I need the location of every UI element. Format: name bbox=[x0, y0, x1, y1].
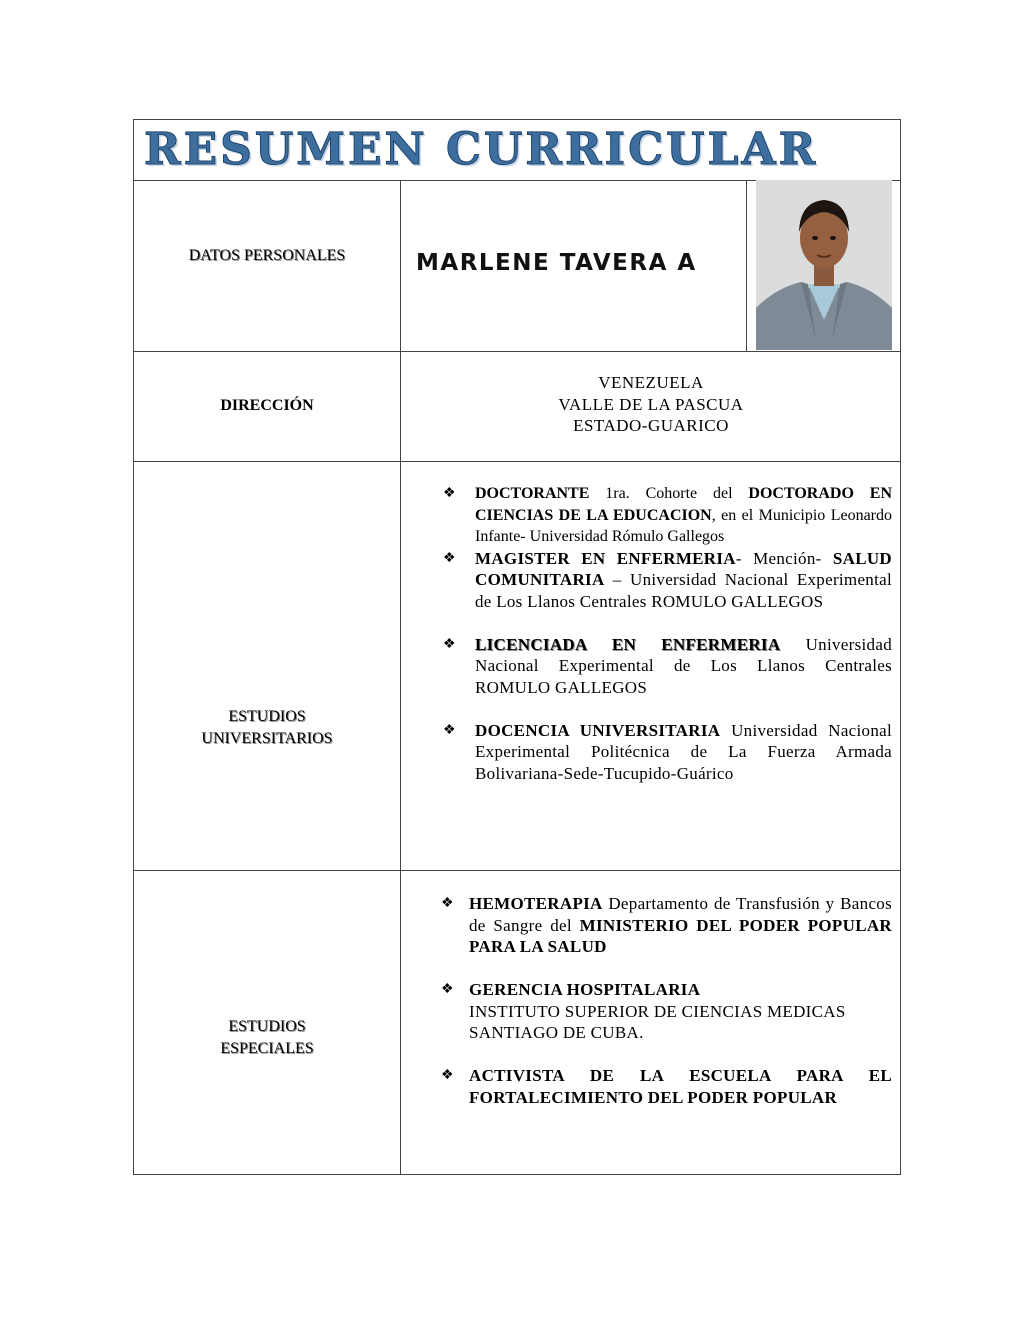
item-title: DOCTORADO EN CIENCIAS DE LA EDUCACION bbox=[475, 485, 892, 524]
list-item bbox=[441, 1065, 892, 1108]
diamond-bullet-icon: ❖ bbox=[443, 486, 456, 501]
direccion-label: DIRECCIÓN bbox=[220, 397, 314, 414]
photo-divider bbox=[746, 180, 747, 351]
person-name: MARLENE TAVERA A bbox=[416, 250, 697, 276]
item-title: HEMOTERAPIA bbox=[469, 894, 603, 913]
list-item bbox=[443, 634, 892, 699]
estudios-especiales-row bbox=[134, 870, 900, 1175]
diamond-bullet-icon: ❖ bbox=[441, 896, 454, 911]
estudios-universitarios-label bbox=[134, 706, 400, 750]
list-item bbox=[443, 548, 892, 613]
university-studies-list bbox=[443, 483, 893, 784]
address-city: VALLE DE LA PASCUA bbox=[558, 394, 744, 414]
profile-photo bbox=[756, 180, 892, 350]
label-line: UNIVERSITARIOS bbox=[201, 730, 333, 747]
datos-personales-row bbox=[134, 180, 900, 352]
item-title: SALUD COMUNITARIA bbox=[475, 548, 892, 589]
address-country: VENEZUELA bbox=[598, 373, 704, 392]
address-state: ESTADO-GUARICO bbox=[573, 416, 729, 435]
item-text: – Universidad Nacional Experimental de Los Llanos Centrales ROMULO GALLEGOS bbox=[475, 570, 892, 611]
list-item bbox=[443, 483, 893, 548]
list-item bbox=[441, 893, 892, 958]
diamond-bullet-icon: ❖ bbox=[441, 1068, 454, 1083]
item-text: Departamento de Transfusión y Bancos de Sangre del bbox=[469, 894, 892, 935]
item-title: ACTIVISTA DE LA ESCUELA PARA EL FORTALECIMIENTO DEL PODER POPULAR bbox=[469, 1066, 892, 1107]
item-title: GERENCIA HOSPITALARIA bbox=[469, 980, 701, 999]
title-row bbox=[134, 120, 900, 181]
list-item bbox=[443, 720, 892, 785]
special-studies-list bbox=[441, 893, 892, 1108]
estudios-especiales-label bbox=[134, 1016, 400, 1060]
item-title: DOCENCIA UNIVERSITARIA bbox=[475, 720, 721, 740]
address-block bbox=[400, 372, 902, 437]
label-line: ESPECIALES bbox=[220, 1040, 314, 1057]
item-title: LICENCIADA EN ENFERMERIA bbox=[475, 634, 781, 654]
item-text: INSTITUTO SUPERIOR DE CIENCIAS MEDICAS SANTIAGO DE CUBA. bbox=[469, 1001, 846, 1042]
diamond-bullet-icon: ❖ bbox=[441, 982, 454, 997]
direccion-row bbox=[134, 351, 900, 462]
item-text: - Mención- bbox=[735, 548, 833, 568]
page-title: RESUMEN CURRICULAR bbox=[144, 124, 819, 175]
diamond-bullet-icon: ❖ bbox=[443, 722, 456, 738]
column-divider bbox=[400, 180, 401, 1175]
item-title: MINISTERIO DEL PODER POPULAR PARA LA SALUD bbox=[469, 915, 892, 956]
item-text: Universidad Nacional Experimental de Los Llanos Centrales ROMULO GALLEGOS bbox=[475, 634, 892, 697]
estudios-universitarios-row bbox=[134, 461, 900, 871]
list-item bbox=[441, 979, 892, 1044]
item-title: DOCTORANTE bbox=[475, 485, 590, 502]
label-line: ESTUDIOS bbox=[228, 1018, 306, 1035]
diamond-bullet-icon: ❖ bbox=[443, 550, 456, 566]
datos-personales-label: DATOS PERSONALES bbox=[188, 247, 346, 264]
resume-table bbox=[133, 119, 901, 1175]
item-title: MAGISTER EN ENFERMERIA bbox=[475, 548, 736, 568]
item-text: Universidad Nacional Experimental Politécnica de La Fuerza Armada Bolivariana-Sede-Tucupido-Guárico bbox=[475, 720, 892, 783]
item-text: 1ra. Cohorte del bbox=[589, 485, 749, 502]
diamond-bullet-icon: ❖ bbox=[443, 636, 456, 652]
label-line: ESTUDIOS bbox=[228, 708, 306, 725]
item-text: , en el Municipio Leonardo Infante- Universidad Rómulo Gallegos bbox=[475, 506, 893, 545]
portrait-image bbox=[756, 180, 892, 350]
